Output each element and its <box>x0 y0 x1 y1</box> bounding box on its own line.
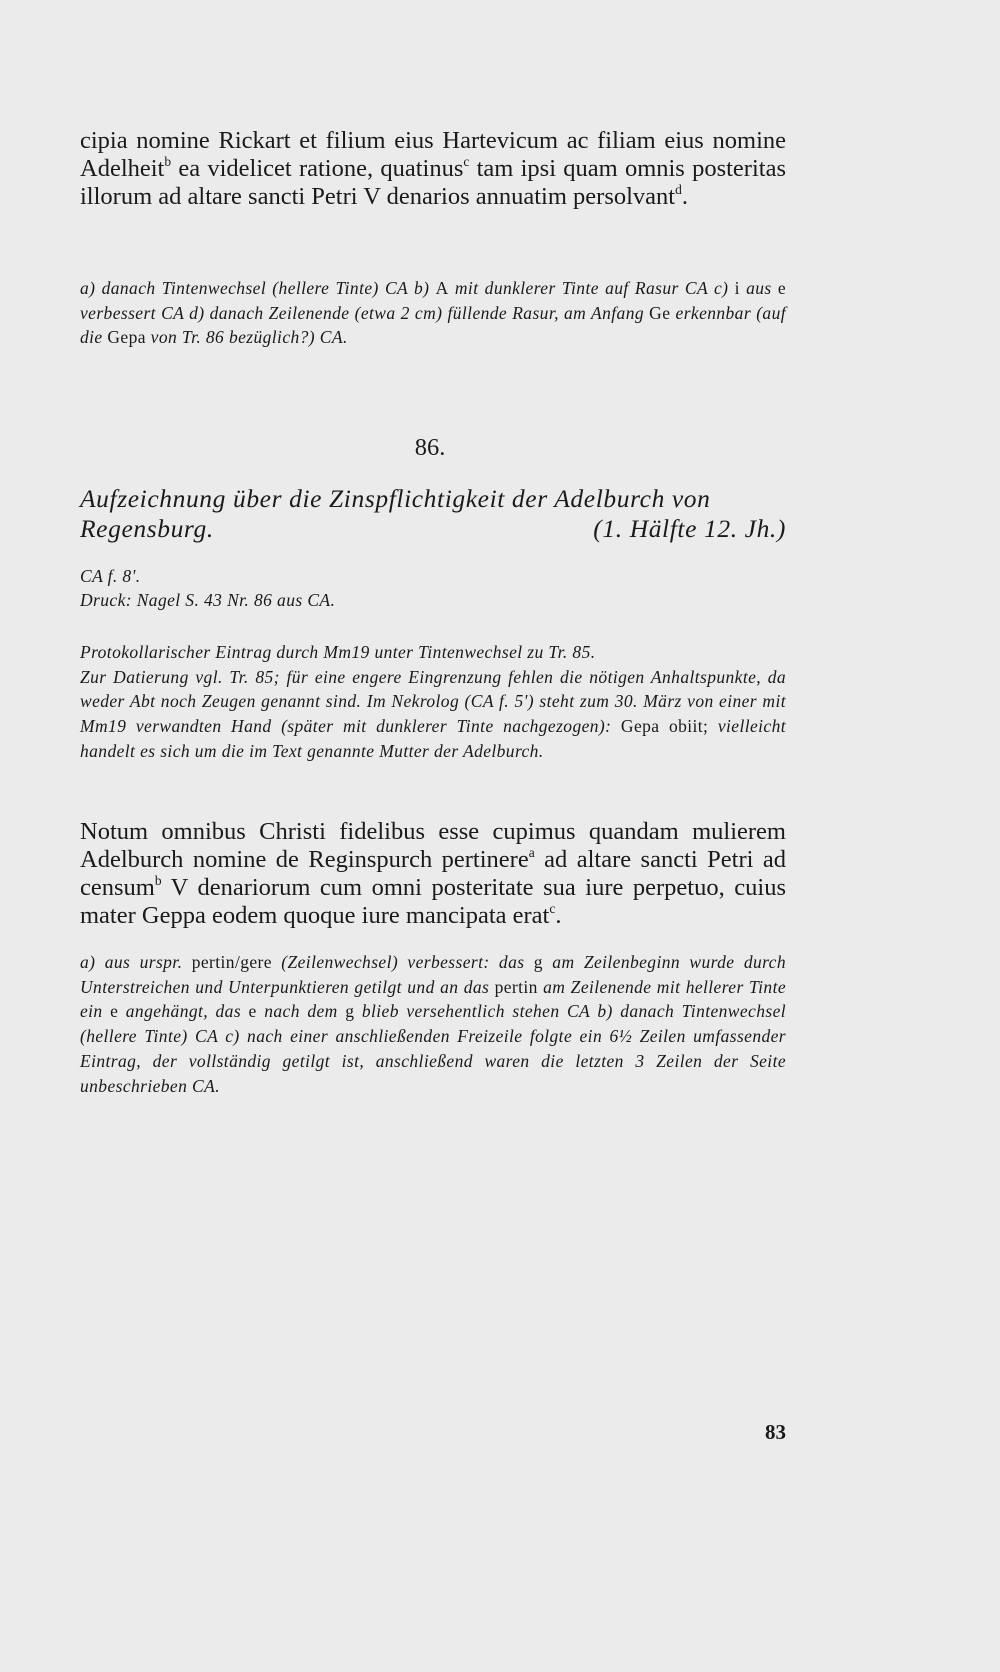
source-line: CA f. 8'. <box>80 566 141 586</box>
note-run: e <box>110 1001 119 1022</box>
text-run: Notum omnibus Christi fidelibus esse cupimus quandam mulierem Adelburch nomine de Reginspurch pertinere <box>80 818 786 873</box>
note-run: erkennbar (auf die <box>80 302 786 348</box>
page-number: 83 <box>765 1420 786 1444</box>
note-run: von Tr. 86 bezüglich?) CA. <box>145 327 348 348</box>
document-date: (1. Hälfte 12. Jh.) <box>593 514 786 543</box>
note-run: A <box>435 278 449 298</box>
note-run: aus <box>739 278 778 298</box>
main-text-paragraph-2 <box>80 818 786 930</box>
note-run: e <box>248 1001 257 1022</box>
footnote-mark: d <box>675 181 682 197</box>
note-run: Gepa <box>107 327 146 348</box>
text-run: V denariorum cum omni posteritate sua iure perpetuo, cuius mater Geppa eodem quoque iure mancipata erat <box>80 874 786 929</box>
commentary-line: Protokollarischer Eintrag durch Mm19 unter Tintenwechsel zu Tr. 85. <box>80 642 596 662</box>
source-info <box>80 564 786 612</box>
document-title <box>80 484 786 544</box>
note-run: g <box>345 1001 355 1022</box>
note-run: Ge <box>649 302 671 323</box>
note-run: vielleicht handelt es sich um die im Text genannte Mutter der Adelburch. <box>80 716 786 761</box>
footnote-mark: a <box>528 844 535 860</box>
document-number: 86. <box>414 434 446 461</box>
footnotes-2 <box>80 950 786 1098</box>
footnote-mark: c <box>549 900 556 916</box>
note-run: am Zeilenbeginn wurde durch Unterstreichen und Unterpunktieren getilgt und an das <box>80 952 786 997</box>
note-run: a) aus urspr. <box>80 952 192 972</box>
note-run: am Zeilenende mit hellerer Tinte ein <box>80 976 787 1022</box>
note-run: pertin/gere <box>191 952 272 972</box>
main-text-paragraph <box>80 127 786 211</box>
note-run: nach dem <box>256 1001 346 1022</box>
text-run: . <box>555 902 562 929</box>
footnote-mark: c <box>463 153 470 169</box>
note-run: e <box>777 278 786 298</box>
footnote-mark: b <box>164 153 172 169</box>
footnote-mark: b <box>154 872 162 888</box>
text-run: cipia nomine Rickart et filium eius Hartevicum ac filiam eius nomine Adelheit <box>80 127 786 182</box>
footnotes-1 <box>80 276 786 350</box>
commentary <box>80 640 786 764</box>
note-run: Zur Datierung vgl. Tr. 85; für eine engere Eingrenzung fehlen die nötigen Anhaltspunkte, da weder Abt noch Zeugen genannt sind. Im Nekrolog (CA f. 5') steht zum 30. März von einer mit Mm19 verwandten Hand (später mit dunklerer Tinte nachgezogen): <box>80 666 786 737</box>
commentary-paragraph <box>80 665 786 764</box>
note-run: i <box>734 278 740 298</box>
note-run: a) danach Tintenwechsel (hellere Tinte) CA b) <box>80 278 436 298</box>
note-run: (Zeilenwechsel) verbessert: das <box>271 952 534 972</box>
title-text: Aufzeichnung über die Zinspflichtigkeit der Adelburch von Regensburg. <box>80 484 711 543</box>
note-run: pertin <box>494 976 538 997</box>
text-run: ad altare sancti Petri ad censum <box>80 846 786 901</box>
text-run: . <box>681 183 688 210</box>
note-run: blieb versehentlich stehen CA b) danach Tintenwechsel (hellere Tinte) CA c) nach einer anschließenden Freizeile folgte ein 6½ Zeilen umfassender Eintrag, der vollständig getilgt ist, anschließend waren die letzten 3 Zeilen der Seite unbeschrieben CA. <box>80 1001 786 1096</box>
print-reference: Druck: Nagel S. 43 Nr. 86 aus CA. <box>80 590 336 610</box>
text-run: ea videlicet ratione, quatinus <box>171 155 464 182</box>
note-run: Gepa obiit; <box>620 716 709 737</box>
note-run: mit dunklerer Tinte auf Rasur CA c) <box>448 278 735 298</box>
note-run: verbessert CA d) danach Zeilenende (etwa 2 cm) füllende Rasur, am Anfang <box>80 302 650 323</box>
note-run: angehängt, das <box>118 1001 249 1022</box>
text-run: tam ipsi quam omnis posteritas illorum ad altare sancti Petri V denarios annuatim persolvant <box>80 155 786 210</box>
note-run: g <box>533 952 543 972</box>
